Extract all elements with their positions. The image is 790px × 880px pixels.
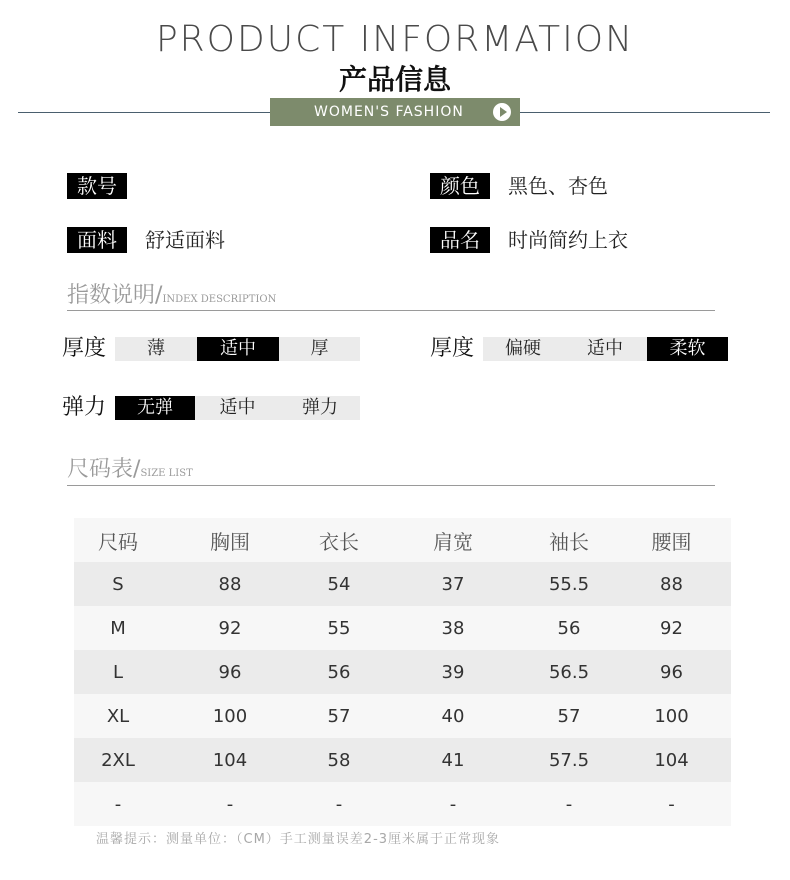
style-no-tag: 款号 bbox=[67, 173, 127, 199]
table-cell: 96 bbox=[218, 661, 242, 683]
name-value: 时尚简约上衣 bbox=[508, 228, 628, 252]
table-cell: S bbox=[112, 573, 124, 595]
header-cell: 胸围 bbox=[210, 529, 250, 554]
table-cell: 54 bbox=[327, 573, 351, 595]
thickness-option-medium: 适中 bbox=[197, 337, 279, 361]
banner-label: WOMEN'S FASHION bbox=[314, 104, 464, 120]
size-section-rule bbox=[67, 485, 715, 486]
table-cell: 100 bbox=[654, 705, 689, 727]
table-cell: 100 bbox=[212, 705, 248, 727]
table-row bbox=[74, 562, 731, 606]
hardness-label: 厚度 bbox=[430, 336, 475, 361]
size-title-cn: 尺码表 bbox=[67, 457, 134, 482]
womens-fashion-banner bbox=[270, 98, 520, 126]
elasticity-option-none: 无弹 bbox=[115, 396, 195, 420]
table-cell: 55.5 bbox=[548, 573, 590, 595]
index-section-rule bbox=[67, 310, 715, 311]
table-row bbox=[74, 650, 731, 694]
elasticity-bar bbox=[115, 396, 360, 420]
table-cell: XL bbox=[106, 705, 130, 727]
table-cell: 39 bbox=[441, 661, 465, 683]
fabric-tag: 面料 bbox=[67, 227, 127, 253]
table-cell: - bbox=[449, 793, 457, 815]
table-cell: 56 bbox=[557, 617, 581, 639]
header-cell: 衣长 bbox=[319, 529, 359, 554]
size-title-en: SIZE LIST bbox=[140, 468, 193, 479]
size-table bbox=[74, 518, 731, 826]
header-cell: 肩宽 bbox=[433, 529, 473, 554]
size-table-header bbox=[74, 518, 731, 562]
table-cell: 92 bbox=[218, 617, 242, 639]
table-cell: 56 bbox=[327, 661, 351, 683]
table-cell: 40 bbox=[441, 705, 465, 727]
table-row bbox=[74, 738, 731, 782]
table-cell: 57.5 bbox=[548, 749, 590, 771]
table-row bbox=[74, 782, 731, 826]
table-row bbox=[74, 606, 731, 650]
hardness-option-medium: 适中 bbox=[587, 338, 623, 359]
table-cell: - bbox=[335, 793, 343, 815]
color-value: 黑色、杏色 bbox=[508, 174, 608, 198]
hardness-option-soft: 柔软 bbox=[647, 337, 728, 361]
table-cell: 41 bbox=[441, 749, 465, 771]
table-cell: - bbox=[226, 793, 234, 815]
index-section-title bbox=[67, 282, 276, 310]
header-rule-right bbox=[520, 112, 770, 113]
table-cell: 58 bbox=[327, 749, 351, 771]
hardness-option-stiff: 偏硬 bbox=[505, 338, 541, 359]
size-title-slash: / bbox=[133, 457, 141, 482]
table-cell: - bbox=[565, 793, 573, 815]
table-cell: 2XL bbox=[101, 749, 135, 771]
header-rule-left bbox=[18, 112, 270, 113]
index-title-slash: / bbox=[155, 283, 163, 308]
header-cell: 尺码 bbox=[98, 529, 138, 554]
table-cell: - bbox=[668, 793, 675, 815]
size-section-title bbox=[67, 456, 193, 484]
index-title-cn: 指数说明 bbox=[67, 283, 156, 308]
table-cell: 92 bbox=[660, 617, 683, 639]
table-cell: 96 bbox=[660, 661, 683, 683]
header-cell: 腰围 bbox=[651, 529, 692, 554]
thickness-option-thick: 厚 bbox=[310, 338, 329, 359]
thickness-label: 厚度 bbox=[62, 336, 107, 361]
table-cell: L bbox=[112, 661, 124, 683]
color-tag: 颜色 bbox=[430, 173, 490, 199]
table-row bbox=[74, 694, 731, 738]
index-title-en: INDEX DESCRIPTION bbox=[162, 294, 277, 305]
title-chinese: 产品信息 bbox=[338, 63, 451, 96]
header-cell: 袖长 bbox=[549, 529, 589, 554]
table-cell: 56.5 bbox=[548, 661, 590, 683]
title-english: PRODUCT INFORMATION bbox=[155, 19, 635, 60]
table-cell: - bbox=[114, 793, 122, 815]
play-icon bbox=[493, 103, 511, 121]
table-cell: 57 bbox=[557, 705, 581, 727]
table-cell: 88 bbox=[660, 573, 683, 595]
hardness-bar bbox=[483, 337, 728, 361]
table-cell: 37 bbox=[441, 573, 465, 595]
thickness-option-thin: 薄 bbox=[147, 338, 165, 359]
table-cell: 55 bbox=[327, 617, 351, 639]
table-cell: M bbox=[110, 617, 126, 639]
measurement-note: 温馨提示：测量单位：（CM）手工测量误差2-3厘米属于正常现象 bbox=[96, 832, 501, 847]
thickness-bar bbox=[115, 337, 360, 361]
table-cell: 104 bbox=[654, 749, 689, 771]
table-cell: 88 bbox=[218, 573, 242, 595]
table-cell: 104 bbox=[212, 749, 248, 771]
name-tag: 品名 bbox=[430, 227, 490, 253]
table-cell: 57 bbox=[327, 705, 351, 727]
fabric-value: 舒适面料 bbox=[145, 228, 225, 252]
elasticity-option-stretch: 弹力 bbox=[302, 397, 338, 418]
elasticity-option-medium: 适中 bbox=[219, 397, 256, 418]
elasticity-label: 弹力 bbox=[62, 395, 107, 420]
table-cell: 38 bbox=[441, 617, 465, 639]
